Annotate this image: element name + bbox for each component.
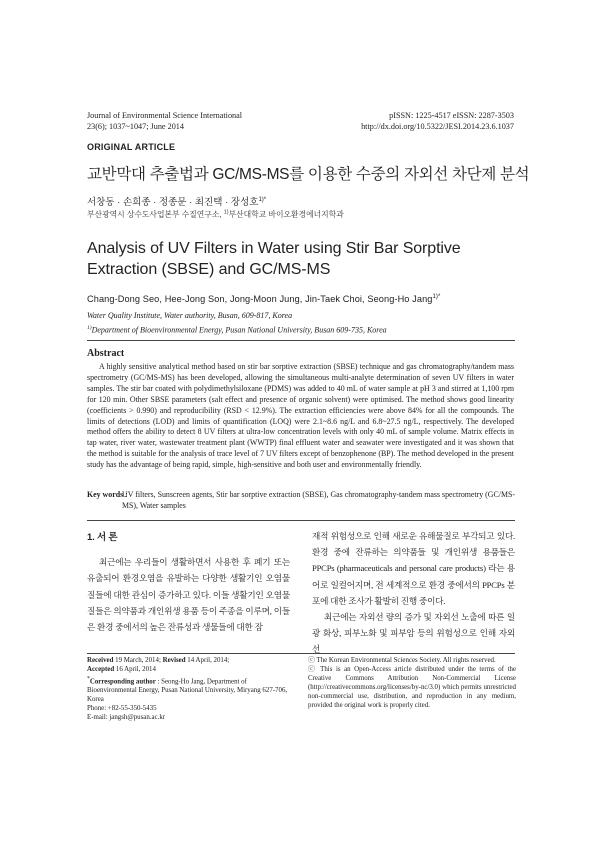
phone: Phone: +82-55-350-5435 bbox=[87, 704, 157, 712]
corresponding-sup: * bbox=[87, 675, 90, 682]
english-affiliation-1: Water Quality Institute, Water authority, Busan, 609-817, Korea bbox=[87, 311, 293, 320]
issn: pISSN: 1225-4517 eISSN: 2287-3503 bbox=[389, 111, 514, 120]
revised-label: Revised bbox=[162, 657, 186, 664]
intro-paragraph-1: 최근에는 우리들이 생활하면서 사용한 후 폐기 또는 유출되어 환경오염을 유발하는 다양한 생활기인 오염물질들에 대한 관심이 증가하고 있다. 이들 생활기인 오염물질들은 의약품과 개인위생 용품 등이 주종을 이루며, 이들은 환경 중에서의 높은 잔류성과 생물들에 대한 잠 bbox=[87, 557, 290, 633]
corresponding-author bbox=[87, 675, 297, 705]
footnote-article-info bbox=[87, 657, 297, 723]
dates-line-2 bbox=[87, 666, 297, 675]
body-right-column bbox=[312, 528, 515, 658]
english-authors bbox=[87, 294, 440, 304]
section-heading-introduction: 1. 서 론 bbox=[87, 532, 118, 543]
issn-doi-header bbox=[361, 111, 514, 132]
english-affiliations bbox=[87, 309, 387, 337]
journal-header bbox=[87, 111, 242, 132]
accepted-date: 16 April, 2014 bbox=[114, 665, 156, 673]
accepted-label: Accepted bbox=[87, 665, 115, 673]
keywords-text: UV filters, Sunscreen agents, Stir bar sorptive extraction (SBSE), Gas chromatography-tandem mass spectrometry (GC/MS-MS), Water samples bbox=[122, 490, 515, 510]
license-text: ⓒ This is an Open-Access article distributed under the terms of the Creative Commons Attribution Non-Commercial License (http://creativecommons.org/licenses/by-nc/3.0) which permits unrestricted non-commercial use, distribution, and reproduction in any medium, provided the original work is properly cited. bbox=[308, 665, 516, 709]
abstract-heading: Abstract bbox=[87, 348, 125, 359]
keywords bbox=[87, 489, 515, 510]
dates-line-1 bbox=[87, 657, 297, 666]
footnote-rule bbox=[87, 653, 515, 654]
copyright-line: ⓒ The Korean Environmental Sciences Society. All rights reserved. bbox=[308, 657, 496, 664]
english-affiliation-2-line bbox=[87, 322, 387, 337]
korean-title: 교반막대 추출법과 GC/MS-MS를 이용한 수중의 자외선 차단제 분석 bbox=[87, 166, 530, 183]
keywords-bottom-rule bbox=[87, 520, 515, 521]
intro-paragraph-2: 최근에는 자외선 량의 증가 및 자외선 노출에 따른 일광 화상, 피부노화 및 피부암 등의 위험성으로 인해 자외선 bbox=[312, 612, 515, 655]
email[interactable]: E-mail: jangsh@pusan.ac.kr bbox=[87, 713, 166, 721]
abstract-top-rule bbox=[87, 340, 515, 341]
corresponding-text: : Seong-Ho Jang, Department of Bioenvironmental Energy, Pusan National University, Miryang 627-706, Korea bbox=[87, 678, 288, 703]
korean-affiliation-1: 부산광역시 상수도사업본부 수질연구소, bbox=[87, 210, 224, 219]
english-affiliation-2-sup: 1) bbox=[87, 325, 92, 331]
volume-pages: 23(6); 1037~1047; June 2014 bbox=[87, 121, 184, 131]
keywords-label: Key words : bbox=[87, 490, 128, 499]
corresponding-label: Corresponding author bbox=[89, 678, 156, 686]
body-left-column bbox=[87, 530, 290, 635]
intro-paragraph-1-continued: 재적 위험성으로 인해 새로운 유해물질로 부각되고 있다. 환경 중에 잔류하는 의약품들 및 개인위생 용품들은 PPCPs (pharmaceuticals and personal care products) 라는 용어로 일컬어지며, 전 세계적으로 환경 중에서의 PPCPs 분포에 대한 조사가 활발히 진행 중이다. bbox=[312, 531, 515, 606]
article-type: ORIGINAL ARTICLE bbox=[87, 142, 176, 152]
korean-affiliation-2: 부산대학교 바이오환경에너지학과 bbox=[228, 210, 344, 219]
english-affiliation-2: Department of Bioenvironmental Energy, Pusan National University, Busan 609-735, Korea bbox=[91, 325, 387, 335]
korean-authors bbox=[87, 194, 266, 208]
received-label: Received bbox=[87, 657, 114, 664]
korean-affiliation bbox=[87, 209, 344, 220]
doi-link[interactable]: http://dx.doi.org/10.5322/JESI.2014.23.6.1037 bbox=[361, 121, 514, 131]
english-author-names: Chang-Dong Seo, Hee-Jong Son, Jong-Moon Jung, Jin-Taek Choi, Seong-Ho Jang bbox=[87, 294, 433, 305]
english-title: Analysis of UV Filters in Water using Stir Bar Sorptive Extraction (SBSE) and GC/MS-MS bbox=[87, 240, 461, 278]
abstract-text: A highly sensitive analytical method based on stir bar sorptive extraction (SBSE) technique and gas chromatography/tandem mass spectrometry (GC/MS-MS) has been developed, allowing the simultaneous multi-analyte determination of seven UV filters in water samples. The stir bar coated with polydimethylsiloxane (PDMS) was added to 40 mL of water sample at pH 3 and stirred at 1,100 rpm for 120 min. Other SBSE parameters (salt effect and presence of organic solvent) were optimised. The method shows good linearity (coefficients > 0.990) and reproducibility (RSD < 12.9%). The extraction efficiencies were above 84% for all the compounds. The limits of detections (LOD) and limits of quantification (LOQ) were 2.1~8.6 ng/L and 6.8~27.5 ng/L, respectively. The developed method offers the ability to detect 8 UV filters at ultra-low concentration levels with only 40 mL of sample volume. Matrix effects in tap water, river water, wastewater treatment plant (WWTP) final effluent water and seawater were investigated and it was shown that the method is suitable for the analysis of trace level of 7 UV filters except of benzophenone (BP). The method developed in the present study has the advantage of being rapid, simple, high-sensitive and both user and environmentally friendly. bbox=[87, 362, 514, 470]
english-authors-sup: 1)* bbox=[432, 294, 441, 300]
received-date: 19 March, 2014; bbox=[113, 657, 163, 664]
revised-date: 14 April, 2014; bbox=[185, 657, 230, 664]
korean-author-names: 서창동 · 손희종 · 정종문 · 최진택 · 장성호 bbox=[87, 197, 259, 208]
footnote-copyright bbox=[308, 657, 516, 710]
korean-affiliation-sup: 1) bbox=[223, 209, 229, 216]
journal-name: Journal of Environmental Science International bbox=[87, 111, 243, 120]
korean-authors-sup: 1)* bbox=[258, 196, 267, 203]
